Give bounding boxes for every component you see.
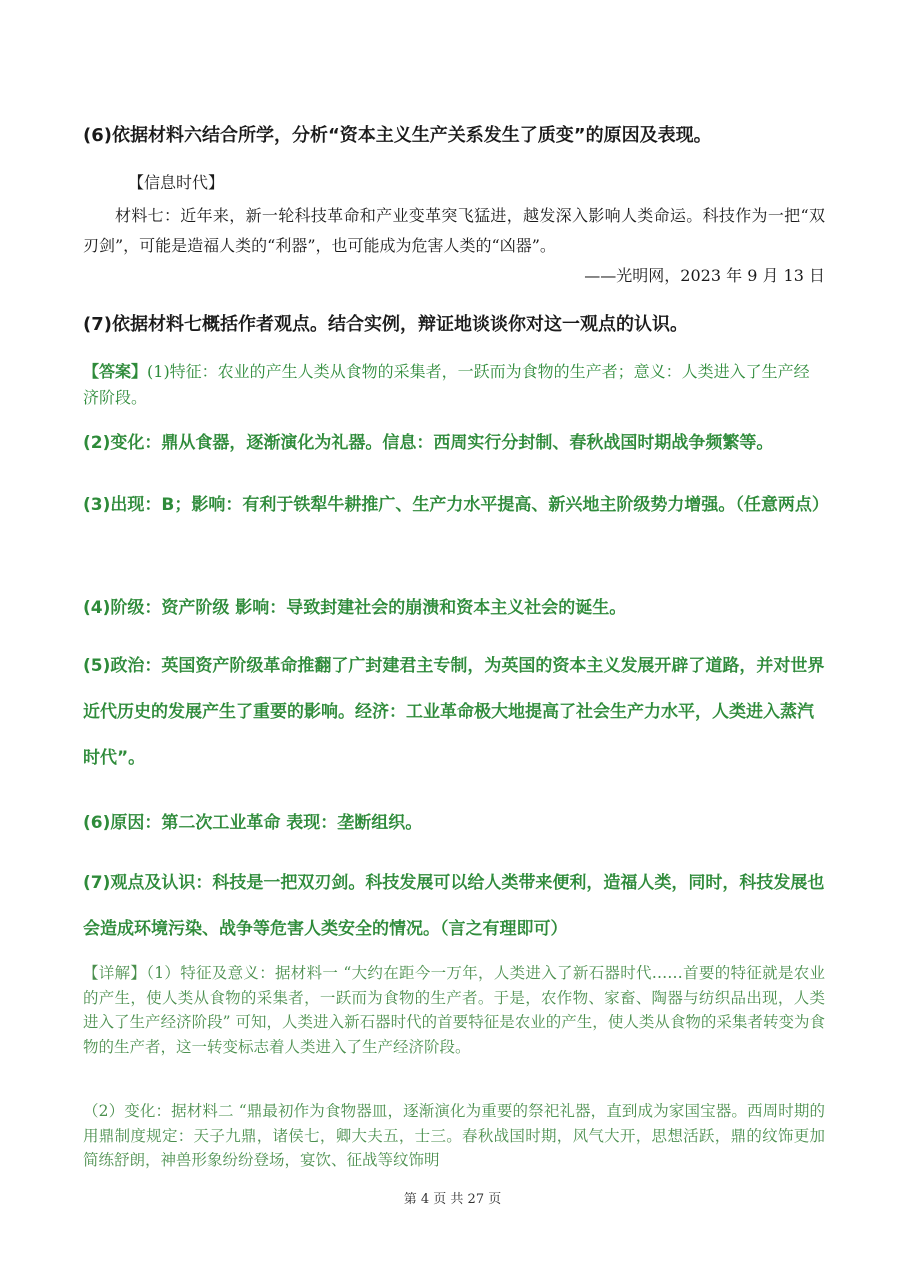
answer-2: (2)变化：鼎从食器，逐渐演化为礼器。信息：西周实行分封制、春秋战国时期战争频繁等。 bbox=[83, 433, 774, 453]
answer-7: (7)观点及认识：科技是一把双刃剑。科技发展可以给人类带来便利，造福人类，同时，科技发展也会造成环境污染、战争等危害人类安全的情况。（言之有理即可） bbox=[83, 873, 825, 939]
answer-1-text: (1)特征：农业的产生人类从食物的采集者，一跃而为食物的生产者；意义：人类进入了生产经济阶段。 bbox=[83, 362, 810, 407]
answer-6: (6)原因：第二次工业革命 表现：垄断组织。 bbox=[83, 813, 423, 833]
page-footer: 第 4 页 共 27 页 bbox=[403, 1192, 502, 1207]
material-7-source: ——光明网，2023 年 9 月 13 日 bbox=[584, 266, 825, 285]
answer-5: (5)政治：英国资产阶级革命推翻了广封建君主专制，为英国的资本主义发展开辟了道路，并对世界近代历史的发展产生了重要的影响。经济：工业革命极大地提高了社会生产力水平，人类进入蒸汽时代”。 bbox=[83, 656, 825, 768]
answer-3: (3)出现：B；影响：有利于铁犁牛耕推广、生产力水平提高、新兴地主阶级势力增强。（任意两点） bbox=[83, 495, 829, 515]
section-title: 【信息时代】 bbox=[128, 173, 225, 192]
material-7-text: 材料七：近年来，新一轮科技革命和产业变革突飞猛进，越发深入影响人类命运。科技作为一把“双刃剑”，可能是造福人类的“利器”，也可能成为危害人类的“凶器”。 bbox=[83, 206, 825, 255]
answer-1 bbox=[83, 359, 825, 411]
detail-paragraph-2: （2）变化：据材料二 “鼎最初作为食物器皿，逐渐演化为重要的祭祀礼器，直到成为家国宝器。西周时期的用鼎制度规定：天子九鼎，诸侯七，卿大夫五，士三。春秋战国时期，风气大开，思想活跃，鼎的纹饰更加简练舒朗，神兽形象纷纷登场，宴饮、征战等纹饰明 bbox=[83, 1102, 825, 1169]
detail-paragraph-1: 【详解】（1）特征及意义：据材料一 “大约在距今一万年，人类进入了新石器时代……首要的特征就是农业的产生，使人类从食物的采集者，一跃而为食物的生产者。于是，农作物、家畜、陶器与纺织品出现，人类进入了生产经济阶段” 可知，人类进入新石器时代的首要特征是农业的产生，使人类从食物的采集者转变为食物的生产者，这一转变标志着人类进入了生产经济阶段。 bbox=[83, 964, 825, 1056]
question-6: (6)依据材料六结合所学，分析“资本主义生产关系发生了质变”的原因及表现。 bbox=[83, 125, 712, 146]
question-7: (7)依据材料七概括作者观点。结合实例，辩证地谈谈你对这一观点的认识。 bbox=[83, 314, 688, 335]
answer-4: (4)阶级：资产阶级 影响：导致封建社会的崩溃和资本主义社会的诞生。 bbox=[83, 598, 627, 618]
answer-tag: 【答案】 bbox=[83, 362, 148, 381]
